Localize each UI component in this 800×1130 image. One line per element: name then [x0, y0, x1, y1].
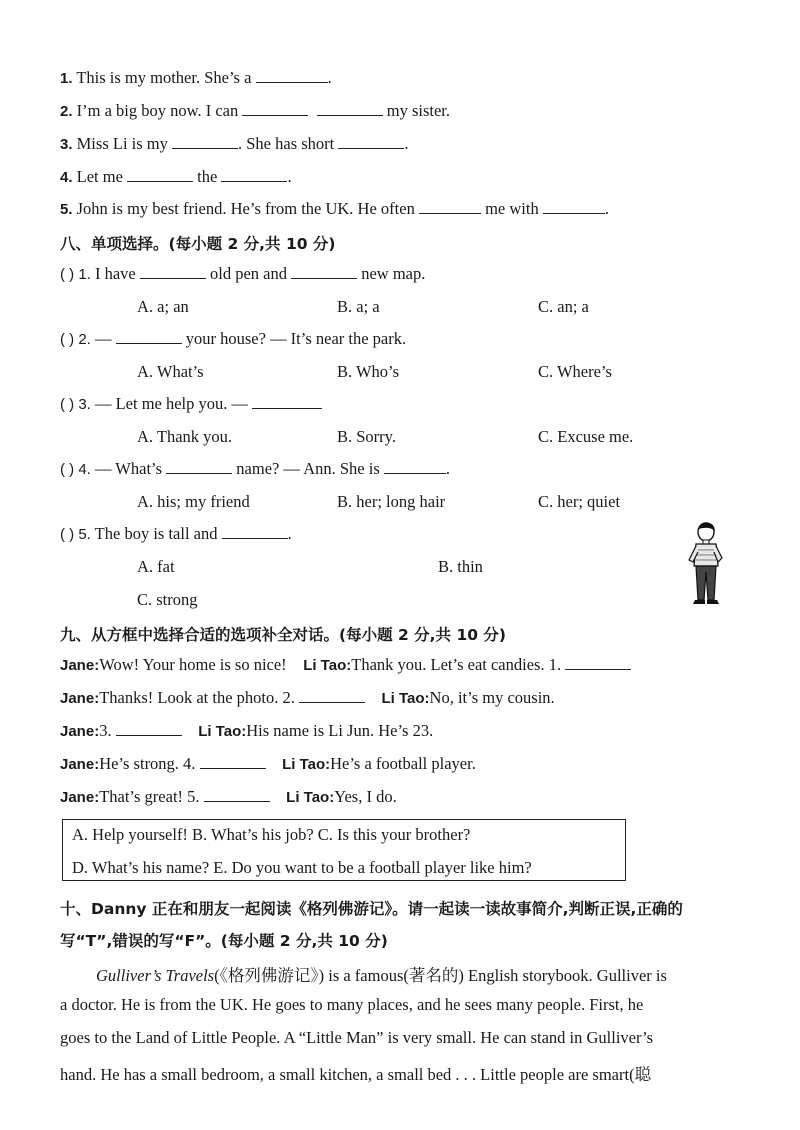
- answer-blank[interactable]: [140, 264, 206, 279]
- boy-illustration: [684, 522, 728, 606]
- passage-line-4: hand. He has a small bedroom, a small kitchen, a small bed . . . Little people are smart(聪: [60, 1065, 652, 1084]
- option-c[interactable]: C. her; quiet: [538, 492, 621, 511]
- answer-blank[interactable]: [116, 721, 182, 736]
- option-b[interactable]: B. Who’s: [337, 362, 400, 381]
- option-c[interactable]: C. Where’s: [538, 362, 612, 381]
- option-a[interactable]: A. his; my friend: [137, 492, 250, 511]
- mc-question-4: ( ) 4. — What’s name? — Ann. She is .: [60, 459, 450, 478]
- answer-blank[interactable]: [291, 264, 357, 279]
- answer-blank[interactable]: [200, 754, 266, 769]
- mc-question-2: ( ) 2. — your house? — It’s near the park.: [60, 329, 407, 348]
- fill-item-4: 4. Let me the .: [60, 167, 292, 186]
- dialog-line-5: Jane:That’s great! 5. Li Tao:Yes, I do.: [60, 787, 397, 806]
- answer-blank[interactable]: [338, 134, 404, 149]
- answer-blank[interactable]: [419, 199, 481, 214]
- mc-question-5: ( ) 5. The boy is tall and .: [60, 524, 292, 543]
- options-row-1: A. Help yourself! B. What’s his job? C. Is this your brother?: [72, 825, 471, 844]
- answer-blank[interactable]: [299, 688, 365, 703]
- answer-blank[interactable]: [317, 101, 383, 116]
- option-c[interactable]: C. an; a: [538, 297, 589, 316]
- dialog-line-3: Jane:3. Li Tao:His name is Li Jun. He’s 23.: [60, 721, 434, 740]
- dialog-line-2: Jane:Thanks! Look at the photo. 2. Li Tao:No, it’s my cousin.: [60, 688, 555, 707]
- option-a[interactable]: A. Thank you.: [137, 427, 233, 446]
- mc-question-1: ( ) 1. I have old pen and new map.: [60, 264, 426, 283]
- answer-blank[interactable]: [166, 459, 232, 474]
- option-c[interactable]: C. strong: [137, 590, 198, 609]
- mc-question-3: ( ) 3. — Let me help you. —: [60, 394, 322, 414]
- section-10-title: 十、Danny 正在和朋友一起阅读《格列佛游记》。请一起读一读故事简介,判断正误,正确的: [60, 900, 683, 918]
- answer-blank[interactable]: [242, 101, 308, 116]
- answer-blank[interactable]: [172, 134, 238, 149]
- answer-blank[interactable]: [116, 329, 182, 344]
- section-8-title: 八、单项选择。(每小题 2 分,共 10 分): [60, 235, 336, 253]
- section-10-title-cont: 写“T”,错误的写“F”。(每小题 2 分,共 10 分): [60, 932, 388, 950]
- answer-blank[interactable]: [256, 68, 328, 83]
- answer-blank[interactable]: [127, 167, 193, 182]
- passage-line-2: a doctor. He is from the UK. He goes to many places, and he sees many people. First, he: [60, 995, 644, 1014]
- option-b[interactable]: B. Sorry.: [337, 427, 396, 446]
- option-a[interactable]: A. fat: [137, 557, 175, 576]
- option-b[interactable]: B. a; a: [337, 297, 380, 316]
- dialog-line-1: Jane:Wow! Your home is so nice! Li Tao:Thank you. Let’s eat candies. 1.: [60, 655, 631, 675]
- answer-blank[interactable]: [222, 524, 288, 539]
- passage-line-1: Gulliver’s Travels(《格列佛游记》) is a famous(著名的) English storybook. Gulliver is: [96, 966, 667, 985]
- option-b[interactable]: B. thin: [438, 557, 483, 576]
- answer-blank[interactable]: [204, 787, 270, 802]
- section-9-title: 九、从方框中选择合适的选项补全对话。(每小题 2 分,共 10 分): [60, 626, 506, 644]
- answer-blank[interactable]: [252, 394, 322, 409]
- dialog-line-4: Jane:He’s strong. 4. Li Tao:He’s a football player.: [60, 754, 476, 773]
- fill-item-3: 3. Miss Li is my . She has short .: [60, 134, 409, 153]
- answer-blank[interactable]: [384, 459, 446, 474]
- options-row-2: D. What’s his name? E. Do you want to be a football player like him?: [72, 858, 532, 877]
- fill-item-2: 2. I’m a big boy now. I can my sister.: [60, 101, 450, 120]
- fill-item-1: 1. This is my mother. She’s a .: [60, 68, 332, 87]
- option-a[interactable]: A. a; an: [137, 297, 189, 316]
- answer-blank[interactable]: [565, 655, 631, 670]
- passage-line-3: goes to the Land of Little People. A “Little Man” is very small. He can stand in Gulliver’s: [60, 1028, 654, 1047]
- answer-blank[interactable]: [543, 199, 605, 214]
- fill-item-5: 5. John is my best friend. He’s from the UK. He often me with .: [60, 199, 609, 218]
- option-c[interactable]: C. Excuse me.: [538, 427, 634, 446]
- option-b[interactable]: B. her; long hair: [337, 492, 446, 511]
- option-a[interactable]: A. What’s: [137, 362, 204, 381]
- answer-blank[interactable]: [221, 167, 287, 182]
